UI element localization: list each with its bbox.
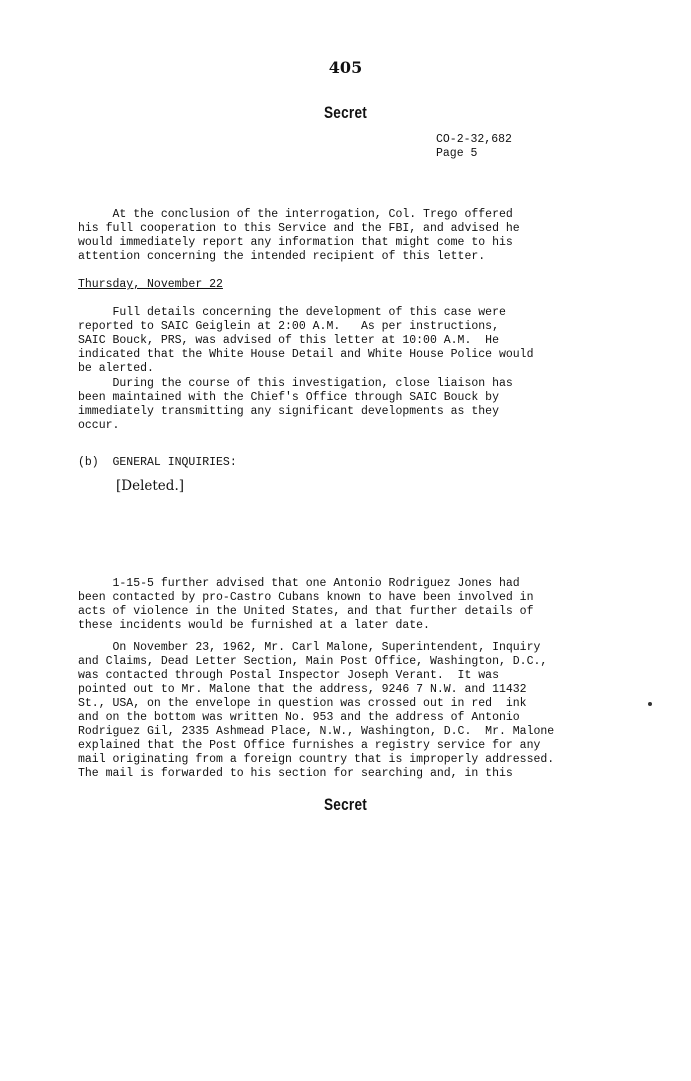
paragraph-rodriguez-jones: 1-15-5 further advised that one Antonio Rodriguez Jones had been contacted by pro-Castro Cubans known to have been involved in acts of violence in the United States, and that further details of these incidents would be furnished at a later date. (78, 577, 534, 632)
classification-bottom: Secret (323, 795, 368, 814)
paragraph-liaison: During the course of this investigation, close liaison has been maintained with the Chief's Office through SAIC Bouck by immediately transmitting any significant developments as they occur. (78, 377, 513, 432)
classification-top: Secret (323, 103, 368, 122)
paragraph-malone: On November 23, 1962, Mr. Carl Malone, Superintendent, Inquiry and Claims, Dead Letter Section, Main Post Office, Washington, D.C., was contacted through Postal Inspector Joseph Verant. It was pointed out to Mr. Malone that the address, 9246 7 N.W. and 11432 St., USA, on the envelope in question was crossed out in red ink and on the bottom was written No. 953 and the address of Antonio Rodriguez Gil, 2335 Ashmead Place, N.W., Washington, D.C. Mr. Malone explained that the Post Office furnishes a registry service for any mail originating from a foreign country that is improperly addressed. The mail is forwarded to his section for searching and, in this (78, 641, 555, 780)
file-number: CO-2-32,682 (436, 133, 512, 146)
section-general-inquiries: (b) GENERAL INQUIRIES: (78, 456, 237, 469)
page-number: 405 (328, 58, 363, 77)
page-label: Page 5 (436, 147, 478, 160)
paragraph-conclusion: At the conclusion of the interrogation, Col. Trego offered his full cooperation to this Service and the FBI, and advised he would immediately report any information that might come to his attention concerning the intended recipient of this letter. (78, 208, 520, 263)
paragraph-full-details: Full details concerning the development of this case were reported to SAIC Geiglein at 2:00 A.M. As per instructions, SAIC Bouck, PRS, was advised of this letter at 10:00 A.M. He indicated that the White House Detail and White House Police would be alerted. (78, 306, 534, 375)
margin-dot-mark (648, 702, 652, 706)
deleted-notice: [Deleted.] (116, 478, 185, 494)
date-heading: Thursday, November 22 (78, 278, 223, 291)
